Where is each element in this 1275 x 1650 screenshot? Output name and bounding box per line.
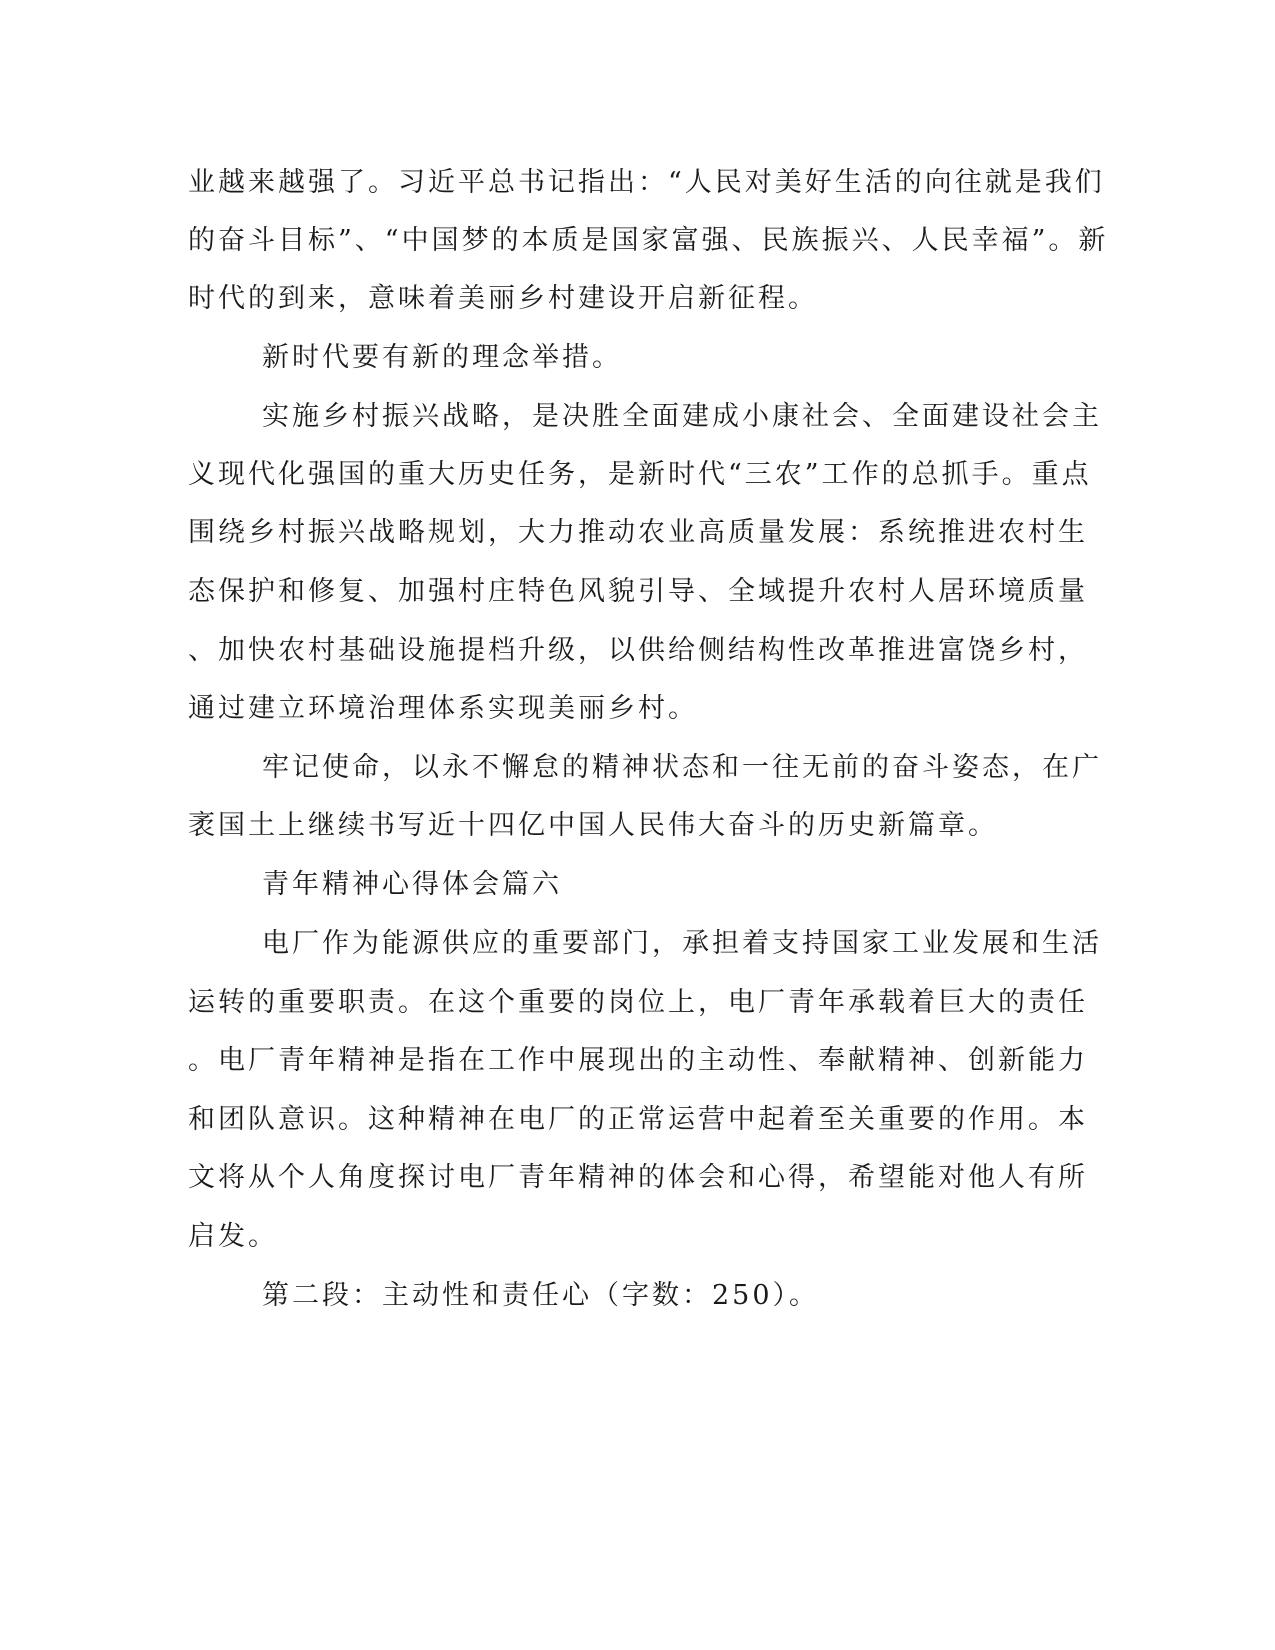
text-line: 围绕乡村振兴战略规划，大力推动农业高质量发展：系统推进农村生: [188, 517, 1088, 548]
text-line: 态保护和修复、加强村庄特色风貌引导、全域提升农村人居环境质量: [188, 576, 1088, 607]
section-title: 青年精神心得体会篇六: [262, 869, 562, 900]
text-line: 运转的重要职责。在这个重要的岗位上，电厂青年承载着巨大的责任: [188, 987, 1088, 1018]
text-line: 通过建立环境治理体系实现美丽乡村。: [188, 693, 698, 724]
text-line: 。电厂青年精神是指在工作中展现出的主动性、奉献精神、创新能力: [188, 1045, 1088, 1076]
text-line: 袤国土上继续书写近十四亿中国人民伟大奋斗的历史新篇章。: [188, 810, 998, 841]
text-line: 实施乡村振兴战略，是决胜全面建成小康社会、全面建设社会主: [262, 401, 1102, 432]
paragraph-heading: 第二段：主动性和责任心（字数：250）。: [262, 1280, 820, 1311]
paragraph-heading: 新时代要有新的理念举措。: [262, 342, 622, 373]
text-line: 牢记使命，以永不懈怠的精神状态和一往无前的奋斗姿态，在广: [262, 752, 1102, 783]
text-line: 文将从个人角度探讨电厂青年精神的体会和心得，希望能对他人有所: [188, 1162, 1088, 1193]
text-line: 和团队意识。这种精神在电厂的正常运营中起着至关重要的作用。本: [188, 1104, 1088, 1135]
text-line: 业越来越强了。习近平总书记指出：“人民对美好生活的向往就是我们: [188, 167, 1105, 198]
text-line: 的奋斗目标”、“中国梦的本质是国家富强、民族振兴、人民幸福”。新: [188, 225, 1109, 256]
text-line: 、加快农村基础设施提档升级，以供给侧结构性改革推进富饶乡村，: [188, 635, 1088, 666]
text-line: 启发。: [188, 1221, 278, 1252]
text-line: 时代的到来，意味着美丽乡村建设开启新征程。: [188, 283, 818, 314]
text-line: 电厂作为能源供应的重要部门，承担着支持国家工业发展和生活: [262, 928, 1102, 959]
text-line: 义现代化强国的重大历史任务，是新时代“三农”工作的总抓手。重点: [188, 459, 1092, 490]
